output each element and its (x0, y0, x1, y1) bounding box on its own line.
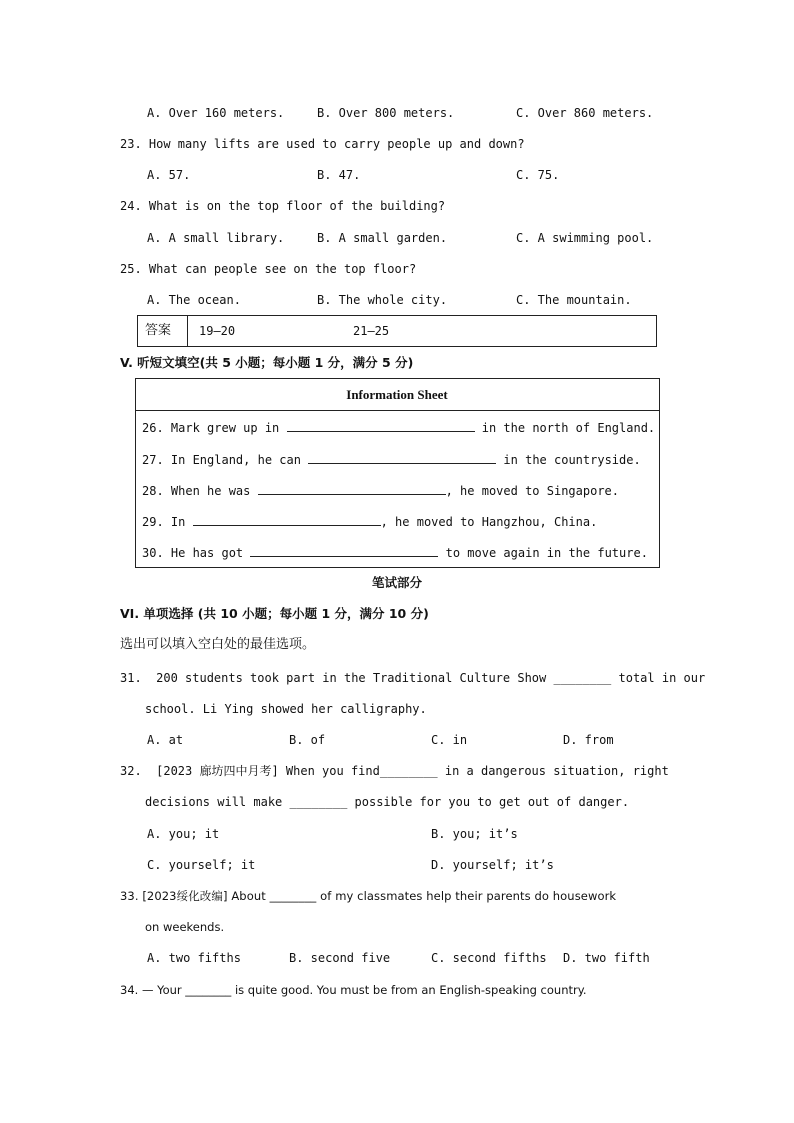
info-row-27 (142, 451, 641, 468)
q31-option-a: A. at (147, 733, 184, 747)
info-row-26 (142, 419, 655, 436)
info-row-28-pre: 28. When he was (142, 484, 251, 498)
info-row-29-post: , he moved to Hangzhou, China. (380, 515, 598, 529)
written-part-heading: 笔试部分 (371, 575, 422, 590)
q32-option-a: A. you; it (147, 827, 220, 841)
answer-box-divider (187, 315, 188, 346)
info-row-27-post: in the countryside. (503, 453, 641, 467)
q22-option-b: B. Over 800 meters. (317, 106, 455, 120)
q33-option-c: C. second fifths (431, 951, 547, 965)
q24-option-b: B. A small garden. (317, 231, 448, 245)
info-row-26-pre: 26. Mark grew up in (142, 421, 280, 435)
information-sheet-title: Information Sheet (346, 387, 448, 402)
info-row-28 (142, 482, 619, 499)
q25-stem: 25. What can people see on the top floor? (120, 262, 417, 276)
q34-line-1: 34. — Your ________ is quite good. You must be from an English-speaking country. (120, 983, 587, 997)
q33-line-2: on weekends. (145, 920, 225, 934)
q31-option-d: D. from (563, 733, 614, 747)
q24-stem: 24. What is on the top floor of the building? (120, 199, 446, 213)
q33-option-a: A. two fifths (147, 951, 241, 965)
info-row-30-post: to move again in the future. (445, 546, 648, 560)
q31-option-c: C. in (431, 733, 468, 747)
answer-blank-27[interactable] (308, 451, 496, 464)
answer-box-label: 答案 (145, 323, 172, 338)
info-row-27-pre: 27. In England, he can (142, 453, 301, 467)
info-row-30-pre: 30. He has got (142, 546, 244, 560)
section-6-instruction: 选出可以填入空白处的最佳选项。 (120, 637, 316, 652)
answer-range-2: 21—25 (353, 324, 390, 338)
information-sheet-header-divider (135, 410, 659, 411)
q32-line-2: decisions will make ________ possible for you to get out of danger. (145, 795, 630, 809)
q31-line-2: school. Li Ying showed her calligraphy. (145, 702, 427, 716)
q22-option-c: C. Over 860 meters. (516, 106, 654, 120)
q22-option-a: A. Over 160 meters. (147, 106, 285, 120)
answer-blank-29[interactable] (193, 513, 381, 526)
q25-option-b: B. The whole city. (317, 293, 448, 307)
answer-range-1: 19—20 (199, 324, 236, 338)
info-row-26-post: in the north of England. (481, 421, 656, 435)
information-sheet-table (135, 378, 660, 568)
q32-option-c: C. yourself; it (147, 858, 256, 872)
answer-blank-26[interactable] (287, 419, 475, 432)
q24-option-a: A. A small library. (147, 231, 285, 245)
q32-option-b: B. you; it’s (431, 827, 518, 841)
q32-option-d: D. yourself; it’s (431, 858, 554, 872)
answer-blank-28[interactable] (258, 482, 446, 495)
q23-option-b: B. 47. (317, 168, 361, 182)
section-5-title: V. 听短文填空(共 5 小题；每小题 1 分，满分 5 分) (120, 355, 414, 370)
q24-option-c: C. A swimming pool. (516, 231, 654, 245)
q23-option-c: C. 75. (516, 168, 560, 182)
q23-option-a: A. 57. (147, 168, 191, 182)
info-row-30 (142, 544, 648, 561)
info-row-28-post: , he moved to Singapore. (445, 484, 619, 498)
answer-blank-30[interactable] (250, 544, 438, 557)
q25-option-c: C. The mountain. (516, 293, 632, 307)
section-6-title: VI. 单项选择 (共 10 小题；每小题 1 分，满分 10 分) (120, 606, 429, 621)
q33-option-b: B. second five (289, 951, 391, 965)
q33-option-d: D. two fifth (563, 951, 650, 965)
q25-option-a: A. The ocean. (147, 293, 241, 307)
q31-option-b: B. of (289, 733, 326, 747)
info-row-29 (142, 513, 597, 530)
q23-stem: 23. How many lifts are used to carry people up and down? (120, 137, 525, 151)
q32-line-1: 32. [2023 廊坊四中月考] When you find________ in a dangerous situation, right (120, 764, 669, 778)
info-row-29-pre: 29. In (142, 515, 186, 529)
q33-line-1: 33. [2023绥化改编] About ________ of my classmates help their parents do housework (120, 889, 617, 903)
q31-line-1: 31. 200 students took part in the Traditional Culture Show ________ total in our (120, 671, 706, 685)
